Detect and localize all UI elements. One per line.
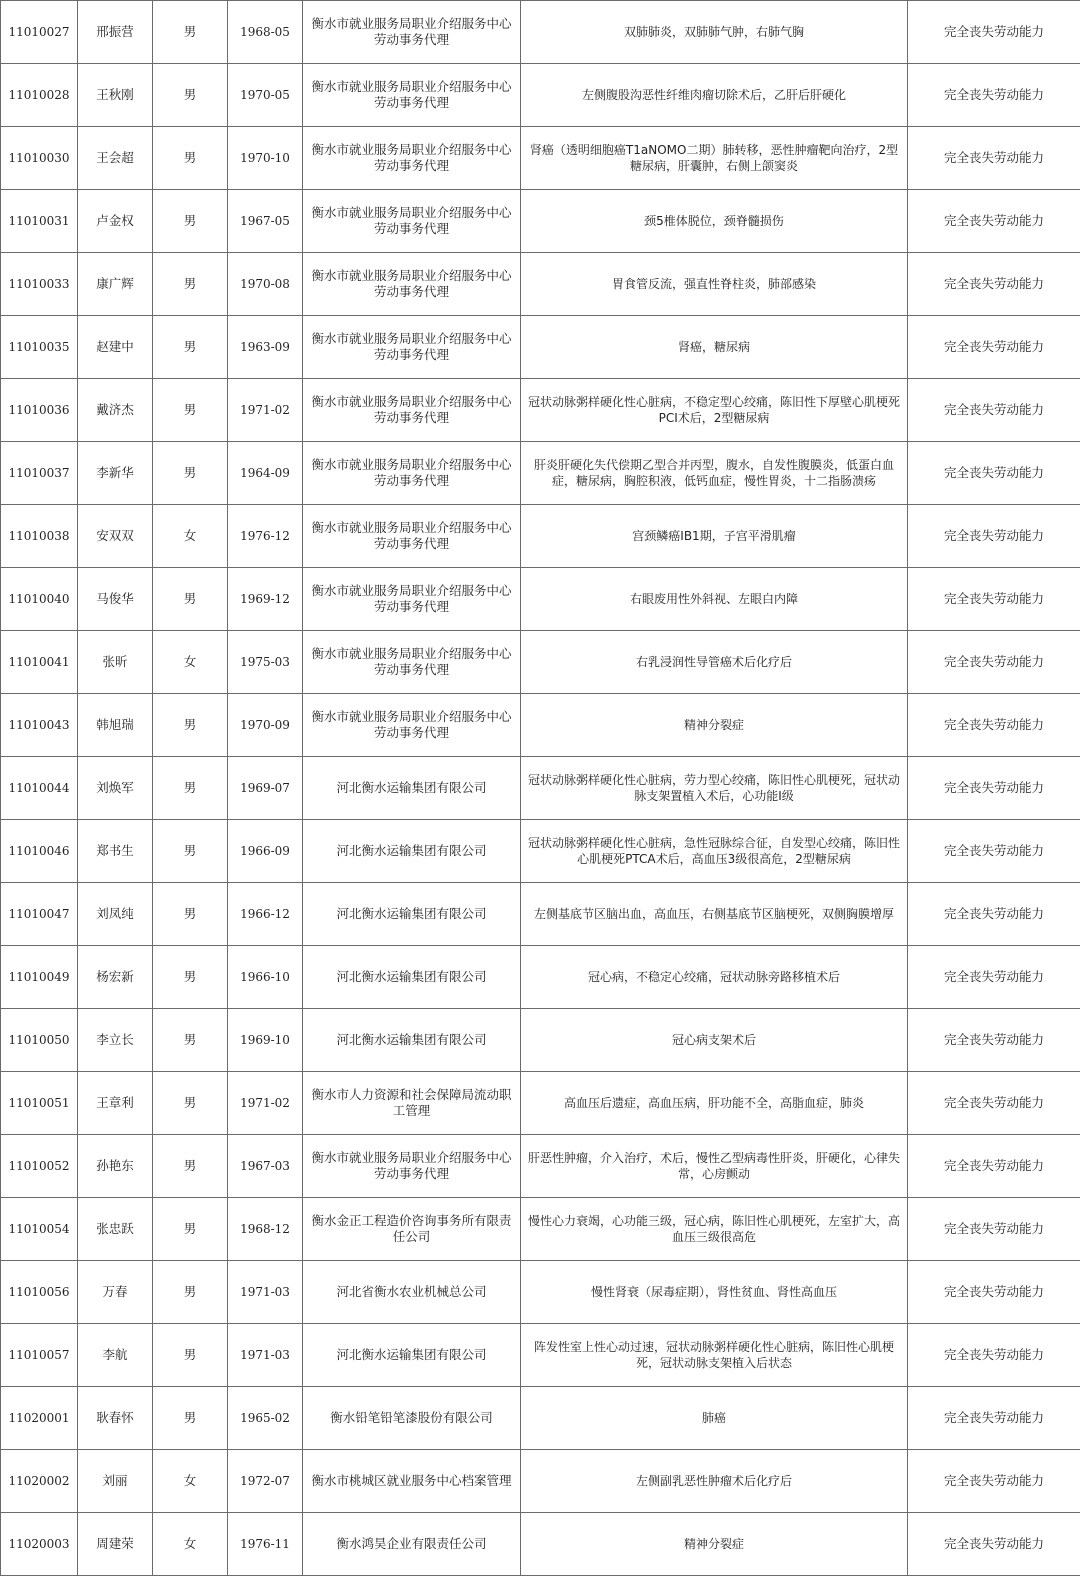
birth-date-cell: 1970-09 (228, 694, 303, 757)
name-cell: 刘焕军 (78, 757, 153, 820)
assessment-result-cell: 完全丧失劳动能力 (908, 883, 1080, 946)
gender-cell: 男 (153, 253, 228, 316)
diagnosis-cell: 颈5椎体脱位，颈脊髓损伤 (521, 190, 908, 253)
diagnosis-cell: 慢性肾衰（尿毒症期），肾性贫血、肾性高血压 (521, 1261, 908, 1324)
name-cell: 卢金权 (78, 190, 153, 253)
gender-cell: 男 (153, 1324, 228, 1387)
employer-cell: 衡水市就业服务局职业介绍服务中心劳动事务代理 (303, 568, 521, 631)
gender-cell: 男 (153, 190, 228, 253)
diagnosis-cell: 宫颈鳞癌IB1期，子宫平滑肌瘤 (521, 505, 908, 568)
name-cell: 李新华 (78, 442, 153, 505)
employer-cell: 衡水市就业服务局职业介绍服务中心劳动事务代理 (303, 442, 521, 505)
diagnosis-cell: 肾癌，糖尿病 (521, 316, 908, 379)
assessment-result-cell: 完全丧失劳动能力 (908, 820, 1080, 883)
gender-cell: 男 (153, 316, 228, 379)
table-row (1, 946, 1080, 1009)
name-cell: 王章利 (78, 1072, 153, 1135)
table-row (1, 1135, 1080, 1198)
birth-date-cell: 1976-11 (228, 1513, 303, 1576)
employer-cell: 衡水铅笔铅笔漆股份有限公司 (303, 1387, 521, 1450)
birth-date-cell: 1963-09 (228, 316, 303, 379)
diagnosis-cell: 肺癌 (521, 1387, 908, 1450)
name-cell: 马俊华 (78, 568, 153, 631)
record-id-cell: 11020001 (1, 1387, 78, 1450)
table-body (1, 1, 1080, 1576)
birth-date-cell: 1971-03 (228, 1261, 303, 1324)
assessment-result-cell: 完全丧失劳动能力 (908, 1261, 1080, 1324)
gender-cell: 男 (153, 127, 228, 190)
record-id-cell: 11010036 (1, 379, 78, 442)
diagnosis-cell: 冠状动脉粥样硬化性心脏病，不稳定型心绞痛，陈旧性下厚壁心肌梗死PCI术后，2型糖尿病 (521, 379, 908, 442)
birth-date-cell: 1969-07 (228, 757, 303, 820)
name-cell: 刘凤纯 (78, 883, 153, 946)
diagnosis-cell: 冠心病，不稳定心绞痛，冠状动脉旁路移植术后 (521, 946, 908, 1009)
employer-cell: 衡水市就业服务局职业介绍服务中心劳动事务代理 (303, 316, 521, 379)
table-row (1, 1009, 1080, 1072)
record-id-cell: 11010040 (1, 568, 78, 631)
assessment-result-cell: 完全丧失劳动能力 (908, 1072, 1080, 1135)
assessment-result-cell: 完全丧失劳动能力 (908, 1324, 1080, 1387)
gender-cell: 男 (153, 820, 228, 883)
record-id-cell: 11010035 (1, 316, 78, 379)
table-row (1, 127, 1080, 190)
table-row (1, 757, 1080, 820)
assessment-result-cell: 完全丧失劳动能力 (908, 946, 1080, 1009)
assessment-result-cell: 完全丧失劳动能力 (908, 442, 1080, 505)
gender-cell: 男 (153, 883, 228, 946)
birth-date-cell: 1972-07 (228, 1450, 303, 1513)
name-cell: 周建荣 (78, 1513, 153, 1576)
diagnosis-cell: 精神分裂症 (521, 1513, 908, 1576)
table-row (1, 316, 1080, 379)
record-id-cell: 11020002 (1, 1450, 78, 1513)
diagnosis-cell: 冠状动脉粥样硬化性心脏病，劳力型心绞痛，陈旧性心肌梗死，冠状动脉支架置植入术后，心功能Ⅰ级 (521, 757, 908, 820)
table-row (1, 883, 1080, 946)
assessment-result-cell: 完全丧失劳动能力 (908, 316, 1080, 379)
assessment-result-cell: 完全丧失劳动能力 (908, 190, 1080, 253)
record-id-cell: 11010057 (1, 1324, 78, 1387)
table-row (1, 1387, 1080, 1450)
employer-cell: 衡水鸿昊企业有限责任公司 (303, 1513, 521, 1576)
diagnosis-cell: 精神分裂症 (521, 694, 908, 757)
employer-cell: 河北衡水运输集团有限公司 (303, 1324, 521, 1387)
name-cell: 耿春怀 (78, 1387, 153, 1450)
gender-cell: 男 (153, 64, 228, 127)
table-row (1, 505, 1080, 568)
assessment-result-cell: 完全丧失劳动能力 (908, 568, 1080, 631)
name-cell: 张昕 (78, 631, 153, 694)
employer-cell: 衡水市就业服务局职业介绍服务中心劳动事务代理 (303, 1, 521, 64)
assessment-result-cell: 完全丧失劳动能力 (908, 505, 1080, 568)
gender-cell: 男 (153, 1, 228, 64)
diagnosis-cell: 双肺肺炎，双肺肺气肿，右肺气胸 (521, 1, 908, 64)
table-row (1, 64, 1080, 127)
record-id-cell: 11010038 (1, 505, 78, 568)
name-cell: 万春 (78, 1261, 153, 1324)
assessment-result-cell: 完全丧失劳动能力 (908, 694, 1080, 757)
birth-date-cell: 1971-02 (228, 379, 303, 442)
diagnosis-cell: 冠状动脉粥样硬化性心脏病，急性冠脉综合征，自发型心绞痛，陈旧性心肌梗死PTCA术后，高血压3级很高危，2型糖尿病 (521, 820, 908, 883)
name-cell: 郑书生 (78, 820, 153, 883)
record-id-cell: 11010051 (1, 1072, 78, 1135)
gender-cell: 男 (153, 442, 228, 505)
name-cell: 刘丽 (78, 1450, 153, 1513)
record-id-cell: 11010047 (1, 883, 78, 946)
diagnosis-cell: 左侧腹股沟恶性纤维肉瘤切除术后，乙肝后肝硬化 (521, 64, 908, 127)
employer-cell: 衡水金正工程造价咨询事务所有限责任公司 (303, 1198, 521, 1261)
name-cell: 张忠跃 (78, 1198, 153, 1261)
employer-cell: 河北衡水运输集团有限公司 (303, 1009, 521, 1072)
record-id-cell: 11010052 (1, 1135, 78, 1198)
gender-cell: 男 (153, 568, 228, 631)
birth-date-cell: 1966-10 (228, 946, 303, 1009)
gender-cell: 女 (153, 1450, 228, 1513)
birth-date-cell: 1968-05 (228, 1, 303, 64)
birth-date-cell: 1976-12 (228, 505, 303, 568)
diagnosis-cell: 阵发性室上性心动过速，冠状动脉粥样硬化性心脏病，陈旧性心肌梗死，冠状动脉支架植入后状态 (521, 1324, 908, 1387)
name-cell: 康广辉 (78, 253, 153, 316)
diagnosis-cell: 慢性心力衰竭，心功能三级，冠心病，陈旧性心肌梗死，左室扩大，高血压三级很高危 (521, 1198, 908, 1261)
name-cell: 赵建中 (78, 316, 153, 379)
assessment-result-cell: 完全丧失劳动能力 (908, 1198, 1080, 1261)
name-cell: 安双双 (78, 505, 153, 568)
table-row (1, 1513, 1080, 1576)
gender-cell: 男 (153, 946, 228, 1009)
employer-cell: 衡水市就业服务局职业介绍服务中心劳动事务代理 (303, 127, 521, 190)
birth-date-cell: 1975-03 (228, 631, 303, 694)
employer-cell: 衡水市就业服务局职业介绍服务中心劳动事务代理 (303, 64, 521, 127)
assessment-result-cell: 完全丧失劳动能力 (908, 379, 1080, 442)
birth-date-cell: 1970-10 (228, 127, 303, 190)
table-row (1, 1450, 1080, 1513)
name-cell: 王秋刚 (78, 64, 153, 127)
diagnosis-cell: 左侧副乳恶性肿瘤术后化疗后 (521, 1450, 908, 1513)
record-id-cell: 11010030 (1, 127, 78, 190)
table-row (1, 568, 1080, 631)
gender-cell: 男 (153, 1009, 228, 1072)
record-id-cell: 11010046 (1, 820, 78, 883)
birth-date-cell: 1967-03 (228, 1135, 303, 1198)
employer-cell: 河北衡水运输集团有限公司 (303, 946, 521, 1009)
gender-cell: 男 (153, 694, 228, 757)
table-row (1, 694, 1080, 757)
employer-cell: 衡水市就业服务局职业介绍服务中心劳动事务代理 (303, 190, 521, 253)
name-cell: 李立长 (78, 1009, 153, 1072)
assessment-result-cell: 完全丧失劳动能力 (908, 1450, 1080, 1513)
record-id-cell: 11010031 (1, 190, 78, 253)
birth-date-cell: 1971-03 (228, 1324, 303, 1387)
employer-cell: 衡水市就业服务局职业介绍服务中心劳动事务代理 (303, 505, 521, 568)
assessment-result-cell: 完全丧失劳动能力 (908, 1387, 1080, 1450)
assessment-result-cell: 完全丧失劳动能力 (908, 1009, 1080, 1072)
record-id-cell: 11010027 (1, 1, 78, 64)
assessment-result-cell: 完全丧失劳动能力 (908, 64, 1080, 127)
employer-cell: 衡水市就业服务局职业介绍服务中心劳动事务代理 (303, 694, 521, 757)
table-row (1, 253, 1080, 316)
diagnosis-cell: 肾癌（透明细胞癌T1aNOMO二期）肺转移，恶性肿瘤靶向治疗，2型糖尿病，肝囊肿，右侧上颌窦炎 (521, 127, 908, 190)
record-id-cell: 11010028 (1, 64, 78, 127)
gender-cell: 男 (153, 379, 228, 442)
record-id-cell: 11010056 (1, 1261, 78, 1324)
birth-date-cell: 1970-05 (228, 64, 303, 127)
diagnosis-cell: 右眼废用性外斜视、左眼白内障 (521, 568, 908, 631)
record-id-cell: 11010044 (1, 757, 78, 820)
gender-cell: 男 (153, 1198, 228, 1261)
birth-date-cell: 1968-12 (228, 1198, 303, 1261)
assessment-result-cell: 完全丧失劳动能力 (908, 757, 1080, 820)
gender-cell: 男 (153, 1072, 228, 1135)
name-cell: 李航 (78, 1324, 153, 1387)
employer-cell: 衡水市就业服务局职业介绍服务中心劳动事务代理 (303, 379, 521, 442)
employer-cell: 衡水市桃城区就业服务中心档案管理 (303, 1450, 521, 1513)
birth-date-cell: 1969-10 (228, 1009, 303, 1072)
name-cell: 邢振营 (78, 1, 153, 64)
gender-cell: 女 (153, 631, 228, 694)
table-row (1, 1261, 1080, 1324)
employer-cell: 河北省衡水农业机械总公司 (303, 1261, 521, 1324)
assessment-result-cell: 完全丧失劳动能力 (908, 1135, 1080, 1198)
gender-cell: 女 (153, 505, 228, 568)
record-id-cell: 11010054 (1, 1198, 78, 1261)
table-row (1, 1, 1080, 64)
employer-cell: 衡水市就业服务局职业介绍服务中心劳动事务代理 (303, 253, 521, 316)
name-cell: 戴济杰 (78, 379, 153, 442)
assessment-result-cell: 完全丧失劳动能力 (908, 1513, 1080, 1576)
birth-date-cell: 1967-05 (228, 190, 303, 253)
table-row (1, 1324, 1080, 1387)
assessment-result-cell: 完全丧失劳动能力 (908, 253, 1080, 316)
table-row (1, 442, 1080, 505)
assessment-result-cell: 完全丧失劳动能力 (908, 127, 1080, 190)
table-row (1, 1198, 1080, 1261)
record-id-cell: 11010049 (1, 946, 78, 1009)
record-id-cell: 11010050 (1, 1009, 78, 1072)
employer-cell: 河北衡水运输集团有限公司 (303, 883, 521, 946)
record-id-cell: 11010033 (1, 253, 78, 316)
assessment-result-cell: 完全丧失劳动能力 (908, 1, 1080, 64)
name-cell: 韩旭瑞 (78, 694, 153, 757)
diagnosis-cell: 左侧基底节区脑出血，高血压，右侧基底节区脑梗死，双侧胸膜增厚 (521, 883, 908, 946)
diagnosis-cell: 肝炎肝硬化失代偿期乙型合并丙型，腹水，自发性腹膜炎，低蛋白血症，糖尿病，胸腔积液，低钙血症，慢性胃炎，十二指肠溃疡 (521, 442, 908, 505)
name-cell: 孙艳东 (78, 1135, 153, 1198)
table-row (1, 190, 1080, 253)
gender-cell: 男 (153, 1261, 228, 1324)
record-id-cell: 11010041 (1, 631, 78, 694)
record-id-cell: 11020003 (1, 1513, 78, 1576)
gender-cell: 男 (153, 757, 228, 820)
name-cell: 王会超 (78, 127, 153, 190)
diagnosis-cell: 胃食管反流，强直性脊柱炎，肺部感染 (521, 253, 908, 316)
table-row (1, 379, 1080, 442)
employer-cell: 衡水市就业服务局职业介绍服务中心劳动事务代理 (303, 631, 521, 694)
record-id-cell: 11010037 (1, 442, 78, 505)
birth-date-cell: 1966-09 (228, 820, 303, 883)
gender-cell: 男 (153, 1387, 228, 1450)
employer-cell: 河北衡水运输集团有限公司 (303, 757, 521, 820)
diagnosis-cell: 冠心病支架术后 (521, 1009, 908, 1072)
table-row (1, 1072, 1080, 1135)
gender-cell: 男 (153, 1135, 228, 1198)
diagnosis-cell: 高血压后遗症，高血压病，肝功能不全，高脂血症，肺炎 (521, 1072, 908, 1135)
birth-date-cell: 1971-02 (228, 1072, 303, 1135)
birth-date-cell: 1969-12 (228, 568, 303, 631)
table-row (1, 820, 1080, 883)
birth-date-cell: 1964-09 (228, 442, 303, 505)
table-row (1, 631, 1080, 694)
birth-date-cell: 1965-02 (228, 1387, 303, 1450)
record-id-cell: 11010043 (1, 694, 78, 757)
diagnosis-cell: 右乳浸润性导管癌术后化疗后 (521, 631, 908, 694)
employer-cell: 衡水市人力资源和社会保障局流动职工管理 (303, 1072, 521, 1135)
employer-cell: 河北衡水运输集团有限公司 (303, 820, 521, 883)
employer-cell: 衡水市就业服务局职业介绍服务中心劳动事务代理 (303, 1135, 521, 1198)
birth-date-cell: 1966-12 (228, 883, 303, 946)
gender-cell: 女 (153, 1513, 228, 1576)
assessment-result-cell: 完全丧失劳动能力 (908, 631, 1080, 694)
name-cell: 杨宏新 (78, 946, 153, 1009)
diagnosis-cell: 肝恶性肿瘤，介入治疗，术后，慢性乙型病毒性肝炎，肝硬化，心律失常，心房颤动 (521, 1135, 908, 1198)
birth-date-cell: 1970-08 (228, 253, 303, 316)
